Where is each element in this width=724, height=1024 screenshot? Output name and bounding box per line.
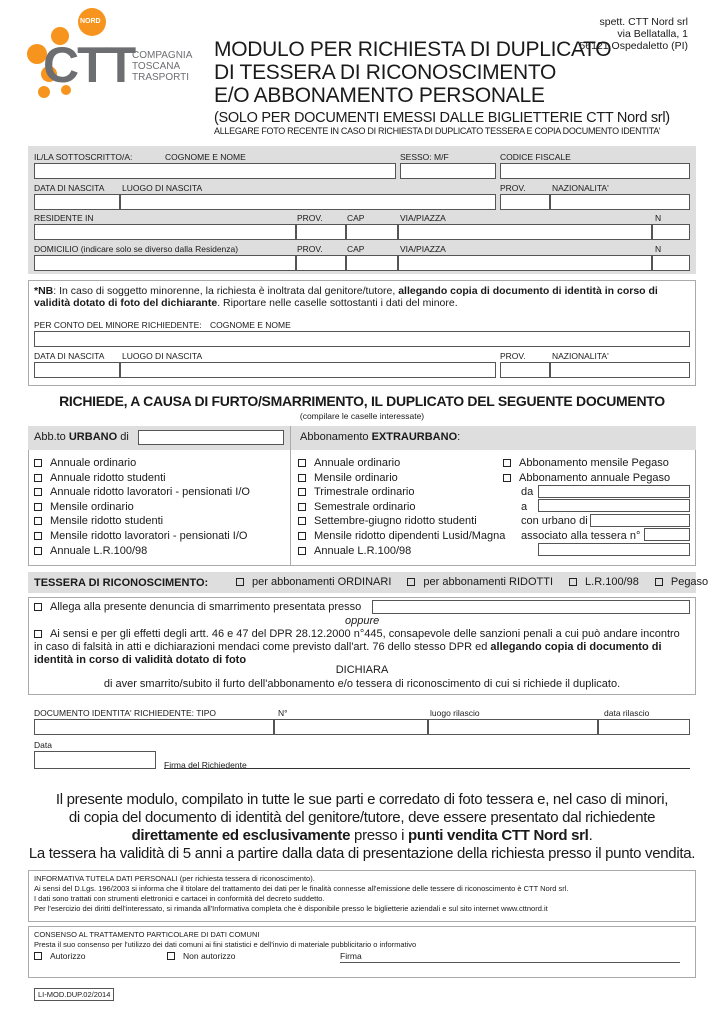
option-label: Settembre-giugno ridotto studenti — [314, 515, 477, 528]
urbano-comune-input[interactable] — [138, 430, 284, 445]
label-data: Data — [34, 740, 52, 750]
label-doc-tipo: DOCUMENTO IDENTITA' RICHIEDENTE: TIPO — [34, 708, 217, 718]
footer-bold: punti vendita CTT Nord srl — [408, 827, 589, 844]
consent-line: Presta il suo consenso per l'utilizzo dei dati comuni ai fini statistici e dell'invio di materiale pubblicitario o informativo — [34, 940, 417, 949]
luogo-nascita-input[interactable] — [120, 194, 496, 210]
label-data-nascita: DATA DI NASCITA — [34, 183, 105, 193]
nb-label: *NB — [34, 285, 54, 297]
checkbox[interactable] — [34, 532, 42, 540]
checkbox[interactable] — [503, 474, 511, 482]
option-label: Mensile ridotto dipendenti Lusid/Magna — [314, 529, 506, 542]
domicilio-cap-input[interactable] — [346, 255, 398, 271]
sesso-input[interactable] — [400, 163, 496, 179]
extra-pre: Abbonamento — [300, 431, 372, 443]
residenza-via-input[interactable] — [398, 224, 652, 240]
da-input[interactable] — [538, 485, 690, 498]
extraurbano-label — [300, 431, 460, 443]
option-row[interactable] — [298, 544, 505, 559]
option-label: per abbonamenti RIDOTTI — [423, 576, 554, 588]
option-row[interactable] — [298, 500, 505, 515]
option-row[interactable] — [298, 514, 505, 529]
footer-line — [28, 827, 696, 845]
label-luogo-nascita: LUOGO DI NASCITA — [122, 183, 203, 193]
label-doc-data: data rilascio — [604, 708, 650, 718]
logo-sub-line: TOSCANA — [132, 61, 181, 72]
checkbox[interactable] — [298, 517, 306, 525]
label-prov: PROV. — [297, 244, 323, 254]
label-doc-numero: N° — [278, 708, 288, 718]
recipient-address — [579, 16, 688, 52]
logo-sub-line: COMPAGNIA — [132, 50, 193, 61]
a-label: a — [521, 500, 528, 513]
option-label: Annuale ridotto lavoratori - pensionati I/O — [50, 486, 250, 499]
option-row[interactable] — [298, 456, 505, 471]
residenza-numero-input[interactable] — [652, 224, 690, 240]
checkbox[interactable] — [298, 532, 306, 540]
domicilio-numero-input[interactable] — [652, 255, 690, 271]
tessera-label: TESSERA DI RICONOSCIMENTO: — [34, 577, 209, 589]
privacy-text — [34, 874, 568, 914]
option-label: Annuale L.R.100/98 — [50, 544, 148, 557]
option-label: Mensile ordinario — [50, 500, 134, 513]
doc-data-input[interactable] — [598, 719, 690, 735]
nb-bold: allegando copia di documento di identità in corso di validità dotato di foto del dichiarante — [34, 285, 658, 309]
checkbox[interactable] — [34, 503, 42, 511]
privacy-line: Ai sensi del D.Lgs. 196/2003 si informa che il titolare del trattamento dei dati per le finalità connesse all'emissione delle tessere di riconoscimento è CTT Nord srl. — [34, 884, 569, 893]
option-row[interactable] — [298, 471, 505, 486]
extra-bold: EXTRAURBANO — [371, 431, 458, 443]
option-row[interactable] — [236, 576, 391, 588]
option-label: Annuale L.R.100/98 — [314, 544, 412, 557]
codice-fiscale-input[interactable] — [500, 163, 690, 179]
option-label: Trimestrale ordinario — [314, 486, 415, 499]
checkbox[interactable] — [34, 603, 42, 611]
option-row[interactable] — [34, 456, 250, 471]
label-data-nascita: DATA DI NASCITA — [34, 351, 105, 361]
cognome-nome-input[interactable] — [34, 163, 396, 179]
checkbox[interactable] — [34, 517, 42, 525]
option-row[interactable] — [34, 471, 250, 486]
address-line: via Bellatalla, 1 — [617, 28, 688, 40]
extraurbano-options — [298, 456, 505, 558]
label-cognome-nome: COGNOME E NOME — [210, 320, 291, 330]
option-row[interactable] — [34, 514, 250, 529]
option-row[interactable] — [407, 576, 553, 588]
label-numero: N — [655, 244, 662, 254]
footer-line: La tessera ha validità di 5 anni a partire dalla data di presentazione della richiesta presso il punto vendita. — [28, 845, 696, 862]
label-nazionalita: NAZIONALITA' — [552, 183, 609, 193]
request-heading: RICHIEDE, A CAUSA DI FURTO/SMARRIMENTO, IL DUPLICATO DEL SEGUENTE DOCUMENTO — [59, 393, 665, 409]
data-firma-input[interactable] — [34, 751, 156, 769]
sensi-bold: allegando copia di documento di identità in corso di validità dotato di foto — [34, 641, 662, 666]
footer-line: Il presente modulo, compilato in tutte le sue parti e corredato di foto tessera e, nel caso di minori, — [55, 791, 669, 808]
nazionalita-input[interactable] — [550, 194, 690, 210]
checkbox[interactable] — [503, 459, 511, 467]
form-code: LI-MOD.DUP.02/2014 — [34, 988, 114, 1001]
doc-numero-input[interactable] — [274, 719, 428, 735]
option-row[interactable] — [34, 544, 250, 559]
minore-luogo-input[interactable] — [120, 362, 496, 378]
checkbox[interactable] — [34, 547, 42, 555]
sensi-text: Ai sensi e per gli effetti degli artt. 46 e 47 del DPR 28.12.2000 n°445, consapevole delle sanzioni penali a cui può andare incontro in caso di falsità in atti e dichiarazioni mendaci come previsto dall'art. 76 dello stesso DPR ed — [34, 628, 680, 653]
checkbox[interactable] — [298, 503, 306, 511]
footer-bold: direttamente ed esclusivamente — [131, 827, 351, 844]
checkbox[interactable] — [34, 488, 42, 496]
address-line: spett. CTT Nord srl — [599, 16, 688, 28]
checkbox[interactable] — [34, 459, 42, 467]
option-label: Annuale ordinario — [50, 457, 137, 469]
dichiara-label: DICHIARA — [335, 664, 389, 676]
non-autorizzo-label: Non autorizzo — [183, 951, 236, 961]
option-row[interactable] — [34, 529, 250, 544]
autorizzo-label: Autorizzo — [50, 951, 86, 961]
label-residente: RESIDENTE IN — [34, 213, 94, 223]
option-label: Mensile ordinario — [314, 471, 398, 484]
checkbox[interactable] — [655, 578, 663, 586]
option-label: per abbonamenti ORDINARI — [252, 576, 392, 588]
urbano-label — [34, 431, 129, 443]
option-label: Abbonamento mensile Pegaso — [519, 457, 669, 469]
residenza-prov-input[interactable] — [296, 224, 346, 240]
autorizzo-row[interactable] — [34, 951, 85, 961]
residenza-cap-input[interactable] — [346, 224, 398, 240]
label-doc-luogo: luogo rilascio — [430, 708, 480, 718]
urbano-bold: URBANO — [68, 431, 118, 443]
footer-instructions — [28, 791, 696, 863]
option-row[interactable] — [34, 500, 250, 515]
checkbox[interactable] — [236, 578, 244, 586]
request-subheading: (compilare le caselle interessate) — [299, 411, 425, 421]
urbano-post: di — [117, 431, 129, 443]
checkbox[interactable] — [298, 459, 306, 467]
tessera-options — [236, 576, 708, 588]
associato-label: associato alla tessera n° — [521, 529, 641, 542]
checkbox[interactable] — [167, 952, 175, 960]
urbano-pre: Abb.to — [34, 431, 69, 443]
logo-badge: NORD — [80, 18, 101, 25]
checkbox[interactable] — [407, 578, 415, 586]
label-luogo-nascita: LUOGO DI NASCITA — [122, 351, 203, 361]
label-sottoscritto: IL/LA SOTTOSCRITTO/A: — [34, 152, 133, 162]
checkbox[interactable] — [298, 474, 306, 482]
checkbox[interactable] — [569, 578, 577, 586]
minore-nome-input[interactable] — [34, 331, 690, 347]
label-firma: Firma del Richiedente — [164, 760, 247, 770]
minore-nazionalita-input[interactable] — [550, 362, 690, 378]
logo-sub-line: TRASPORTI — [132, 72, 190, 83]
label-nazionalita: NAZIONALITA' — [552, 351, 609, 361]
nb-text: : In caso di soggetto minorenne, la richiesta è inoltrata dal genitore/tutore, — [53, 285, 399, 297]
data-nascita-input[interactable] — [34, 194, 120, 210]
dichiara-text: di aver smarrito/subito il furto dell'abbonamento e/o tessera di riconoscimento di cui si richiede il duplicato. — [103, 678, 621, 690]
con-urbano-label: con urbano di — [521, 515, 588, 528]
label-prov: PROV. — [297, 213, 323, 223]
con-urbano-input[interactable] — [590, 514, 690, 527]
checkbox[interactable] — [298, 547, 306, 555]
label-cap: CAP — [347, 213, 365, 223]
footer-line: di copia del documento di identità del genitore/tutore, deve essere presentato dal richiedente — [68, 809, 656, 826]
address-line: 56121 Ospedaletto (PI) — [579, 40, 688, 52]
doc-luogo-input[interactable] — [428, 719, 598, 735]
consent-firma-label: Firma — [340, 951, 362, 961]
label-via: VIA/PIAZZA — [400, 213, 446, 223]
checkbox[interactable] — [34, 630, 42, 638]
option-label: L.R.100/98 — [585, 576, 639, 588]
minore-prov-input[interactable] — [500, 362, 550, 378]
option-label: Mensile ridotto lavoratori - pensionati I/O — [50, 529, 248, 542]
consent-signature-line[interactable] — [340, 962, 680, 963]
label-domicilio: DOMICILIO (indicare solo se diverso dalla Residenza) — [34, 244, 239, 254]
label-numero: N — [655, 213, 662, 223]
denuncia-input[interactable] — [372, 600, 690, 614]
option-row[interactable] — [569, 576, 639, 588]
logo-text: CTT — [43, 37, 135, 93]
non-autorizzo-row[interactable] — [167, 951, 235, 961]
label-codice-fiscale: CODICE FISCALE — [500, 152, 571, 162]
privacy-line: Per l'esercizio dei diritti dell'interessato, si rimanda all'Informativa completa che è disponibile presso le biglietterie aziendali e sul sito internet www.cttnord.it — [34, 904, 548, 913]
sensi-row[interactable] — [34, 628, 686, 667]
option-label: Semestrale ordinario — [314, 500, 416, 513]
page-subtitle: (SOLO PER DOCUMENTI EMESSI DALLE BIGLIETTERIE CTT Nord srl) — [214, 110, 670, 126]
option-label: Abbonamento annuale Pegaso — [519, 471, 671, 484]
doc-tipo-input[interactable] — [34, 719, 274, 735]
privacy-title: INFORMATIVA TUTELA DATI PERSONALI (per richiesta tessera di riconoscimento). — [34, 874, 315, 883]
option-row[interactable] — [655, 576, 708, 588]
label-sesso: SESSO: M/F — [400, 152, 449, 162]
prov-nascita-input[interactable] — [500, 194, 550, 210]
nb-note — [34, 285, 686, 309]
consent-text — [34, 930, 416, 950]
option-label: Mensile ridotto studenti — [50, 515, 164, 528]
extra-post: : — [457, 431, 461, 443]
option-row[interactable] — [298, 485, 505, 500]
da-label: da — [521, 486, 534, 499]
option-row[interactable] — [298, 529, 505, 544]
denuncia-row[interactable] — [34, 601, 361, 613]
footer-text: presso i — [350, 827, 409, 844]
option-label: Annuale ordinario — [314, 457, 401, 469]
checkbox[interactable] — [298, 488, 306, 496]
label-via: VIA/PIAZZA — [400, 244, 446, 254]
tessera-extra-input[interactable] — [538, 543, 690, 556]
urbano-options — [34, 456, 250, 558]
label-minore: PER CONTO DEL MINORE RICHIEDENTE: — [34, 320, 202, 330]
consent-title: CONSENSO AL TRATTAMENTO PARTICOLARE DI DATI COMUNI — [34, 930, 260, 939]
label-prov: PROV. — [500, 351, 526, 361]
page-title — [214, 38, 611, 107]
option-row[interactable] — [34, 485, 250, 500]
option-row[interactable] — [503, 456, 670, 471]
domicilio-via-input[interactable] — [398, 255, 652, 271]
associato-tessera-input[interactable] — [644, 528, 690, 541]
a-input[interactable] — [538, 499, 690, 512]
option-label: Pegaso — [670, 576, 709, 588]
title-line: DI TESSERA DI RICONOSCIMENTO — [214, 61, 557, 84]
minore-data-input[interactable] — [34, 362, 120, 378]
oppure-label: oppure — [345, 615, 380, 627]
footer-period: . — [588, 827, 593, 844]
title-line: E/O ABBONAMENTO PERSONALE — [214, 84, 545, 107]
checkbox[interactable] — [34, 952, 42, 960]
label-cap: CAP — [347, 244, 365, 254]
checkbox[interactable] — [34, 474, 42, 482]
option-label: Annuale ridotto studenti — [50, 471, 166, 484]
photo-note: ALLEGARE FOTO RECENTE IN CASO DI RICHIESTA DI DUPLICATO TESSERA E COPIA DOCUMENTO IDENTITA' — [214, 126, 661, 136]
privacy-line: I dati sono trattati con strumenti elettronici e cartacei in conformità del decreto suddetto. — [34, 894, 325, 903]
residenza-input[interactable] — [34, 224, 296, 240]
denuncia-label: Allega alla presente denuncia di smarrimento presentata presso — [50, 601, 362, 613]
nb-end: . Riportare nelle caselle sottostanti i dati del minore. — [217, 297, 458, 309]
label-cognome-nome: COGNOME E NOME — [165, 152, 246, 162]
domicilio-input[interactable] — [34, 255, 296, 271]
label-prov: PROV. — [500, 183, 526, 193]
title-line: MODULO PER RICHIESTA DI DUPLICATO — [214, 38, 612, 61]
domicilio-prov-input[interactable] — [296, 255, 346, 271]
option-row[interactable] — [503, 471, 670, 486]
